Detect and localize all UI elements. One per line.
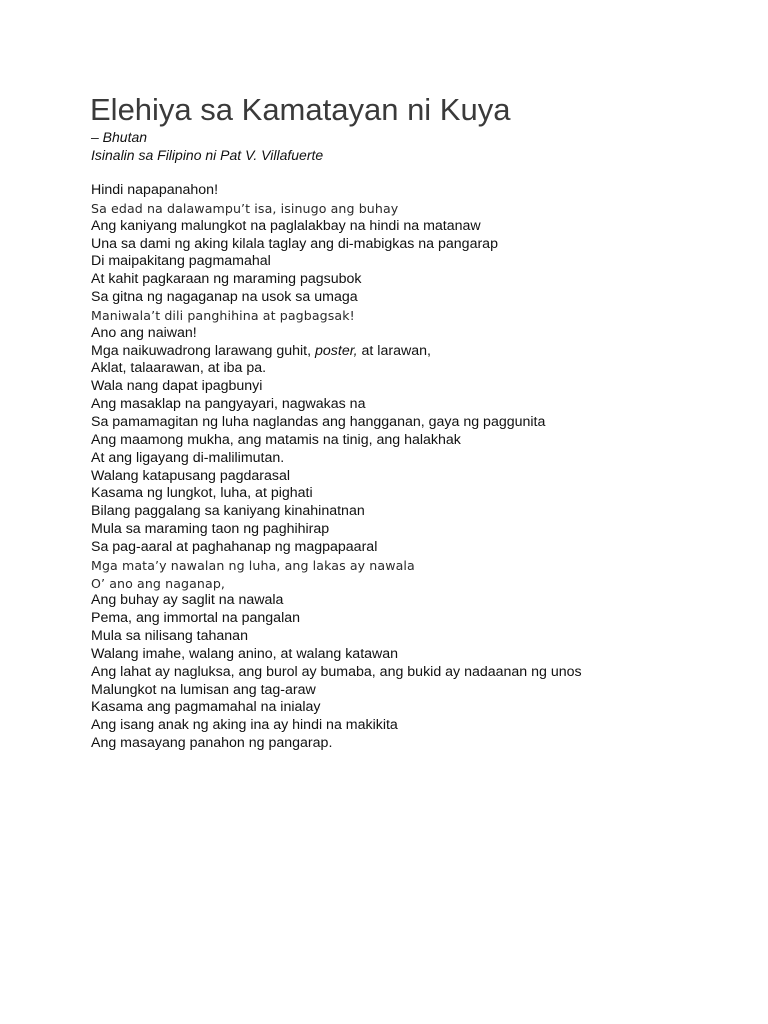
author-line: – Bhutan [91, 129, 148, 145]
poem-line: Di maipakitang pagmamahal [91, 253, 271, 270]
poem-line: Mula sa maraming taon ng paghihirap [91, 521, 330, 538]
poem-line: Walang imahe, walang anino, at walang katawan [91, 645, 399, 662]
translator-line: Isinalin sa Filipino ni Pat V. Villafuerte [91, 147, 324, 163]
poem-line: Aklat, talaarawan, at iba pa. [91, 360, 267, 377]
poem-line: Walang katapusang pagdarasal [91, 467, 291, 484]
poem-line: Una sa dami ng aking kilala taglay ang di-mabigkas na pangarap [91, 235, 498, 252]
poem-line: Ang kaniyang malungkot na paglalakbay na hindi na matanaw [91, 217, 481, 234]
poem-line-text: Mga naikuwadrong larawang guhit, [91, 342, 315, 359]
poem-line: Sa pag-aaral at paghahanap ng magpapaaral [91, 538, 378, 555]
poem-line: Ang lahat ay nagluksa, ang burol ay bumaba, ang bukid ay nadaanan ng unos [91, 663, 582, 680]
poem-line: Kasama ng lungkot, luha, at pighati [91, 485, 313, 502]
poem-line: Hindi napapanahon! [91, 182, 219, 198]
poem-line: Ang buhay ay saglit na nawala [91, 592, 284, 609]
poem-line: Kasama ang pagmamahal na inialay [91, 699, 321, 716]
poem-line: Ang masayang panahon ng pangarap. [91, 735, 333, 752]
poem-line: At kahit pagkaraan ng maraming pagsubok [91, 271, 362, 288]
poem-line [91, 343, 751, 361]
poem-line: Maniwala’t dili panghihina at pagbagsak! [91, 307, 355, 323]
poem-line: Wala nang dapat ipagbunyi [91, 378, 263, 395]
poem-line: Ang masaklap na pangyayari, nagwakas na [91, 396, 366, 413]
poem-line: Ang maamong mukha, ang matamis na tinig, ang halakhak [91, 431, 461, 448]
poem-line: Sa pamamagitan ng luha naglandas ang hangganan, gaya ng paggunita [91, 413, 546, 430]
poem-line-emphasis: poster, [315, 342, 358, 359]
poem-line: Bilang paggalang sa kaniyang kinahinatnan [91, 503, 365, 520]
poem-line: At ang ligayang di-malilimutan. [91, 449, 285, 466]
poem-body [91, 182, 751, 753]
poem-line: Mula sa nilisang tahanan [91, 628, 248, 645]
poem-line: Pema, ang immortal na pangalan [91, 610, 300, 627]
poem-line: Sa edad na dalawampu’t isa, isinugo ang buhay [91, 200, 399, 216]
document-title: Elehiya sa Kamatayan ni Kuya [90, 92, 511, 127]
poem-line-text: at larawan, [357, 342, 431, 359]
poem-line: Ano ang naiwan! [91, 324, 197, 341]
poem-line: O’ ano ang naganap, [91, 575, 226, 591]
poem-line: Mga mata’y nawalan ng luha, ang lakas ay nawala [91, 557, 415, 573]
poem-line: Ang isang anak ng aking ina ay hindi na makikita [91, 717, 398, 734]
poem-line: Sa gitna ng nagaganap na usok sa umaga [91, 289, 358, 306]
poem-line: Malungkot na lumisan ang tag-araw [91, 681, 316, 698]
